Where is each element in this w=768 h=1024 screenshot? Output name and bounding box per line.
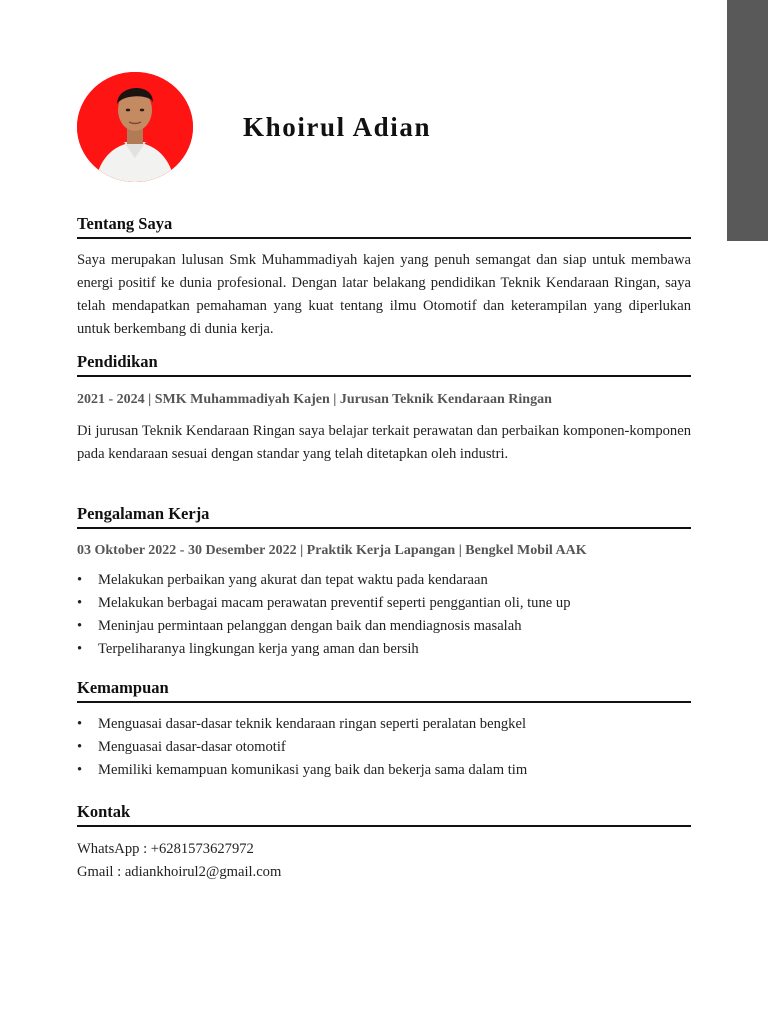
list-item — [77, 713, 691, 736]
profile-photo — [77, 72, 193, 182]
section-heading-contact: Kontak — [77, 802, 691, 827]
education-entry-title: 2021 - 2024 | SMK Muhammadiyah Kajen | Jurusan Teknik Kendaraan Ringan — [77, 392, 552, 407]
bullet-icon: • — [77, 595, 83, 611]
bullet-icon: • — [77, 572, 83, 588]
list-item — [77, 615, 691, 638]
list-item-text: Menguasai dasar-dasar otomotif — [98, 739, 286, 755]
skills-list — [77, 713, 691, 782]
contact-whatsapp: WhatsApp : +6281573627972 — [77, 841, 254, 857]
list-item-text: Menguasai dasar-dasar teknik kendaraan ringan seperti peralatan bengkel — [98, 716, 527, 732]
list-item-text: Terpeliharanya lingkungan kerja yang aman dan bersih — [98, 641, 419, 657]
list-item — [77, 736, 691, 759]
education-entry-text: Di jurusan Teknik Kendaraan Ringan saya belajar terkait perawatan dan perbaikan komponen-komponen pada kendaraan sesuai dengan standar yang telah ditetapkan oleh industri. — [77, 423, 691, 462]
list-item-text: Melakukan berbagai macam perawatan preventif seperti penggantian oli, tune up — [98, 595, 571, 611]
list-item — [77, 592, 691, 615]
section-heading-skills: Kemampuan — [77, 678, 691, 703]
bullet-icon: • — [77, 716, 83, 732]
section-heading-experience: Pengalaman Kerja — [77, 504, 691, 529]
bullet-icon: • — [77, 618, 83, 634]
list-item — [77, 638, 691, 661]
list-item — [77, 759, 691, 782]
list-item — [77, 569, 691, 592]
section-heading-education: Pendidikan — [77, 352, 691, 377]
resume-header — [77, 72, 691, 184]
list-item-text: Melakukan perbaikan yang akurat dan tepat waktu pada kendaraan — [98, 572, 488, 588]
contact-email: Gmail : adiankhoirul2@gmail.com — [77, 864, 282, 880]
experience-entry-title: 03 Oktober 2022 - 30 Desember 2022 | Praktik Kerja Lapangan | Bengkel Mobil AAK — [77, 543, 587, 558]
section-heading-about: Tentang Saya — [77, 214, 691, 239]
bullet-icon: • — [77, 739, 83, 755]
bullet-icon: • — [77, 762, 83, 778]
scrollbar-thumb[interactable] — [727, 0, 768, 241]
person-photo-icon — [77, 72, 193, 182]
list-item-text: Memiliki kemampuan komunikasi yang baik dan bekerja sama dalam tim — [98, 762, 528, 778]
experience-list — [77, 569, 691, 661]
about-text: Saya merupakan lulusan Smk Muhammadiyah kajen yang penuh semangat dan siap untuk membawa energi positif ke dunia profesional. Dengan latar belakang pendidikan Teknik Kendaraan Ringan, saya telah mendapatkan pemahaman yang kuat tentang ilmu Otomotif dan keterampilan yang diperlukan untuk berkembang di dunia kerja. — [77, 252, 691, 337]
bullet-icon: • — [77, 641, 83, 657]
full-name: Khoirul Adian — [243, 112, 432, 142]
list-item-text: Meninjau permintaan pelanggan dengan baik dan mendiagnosis masalah — [98, 618, 522, 634]
